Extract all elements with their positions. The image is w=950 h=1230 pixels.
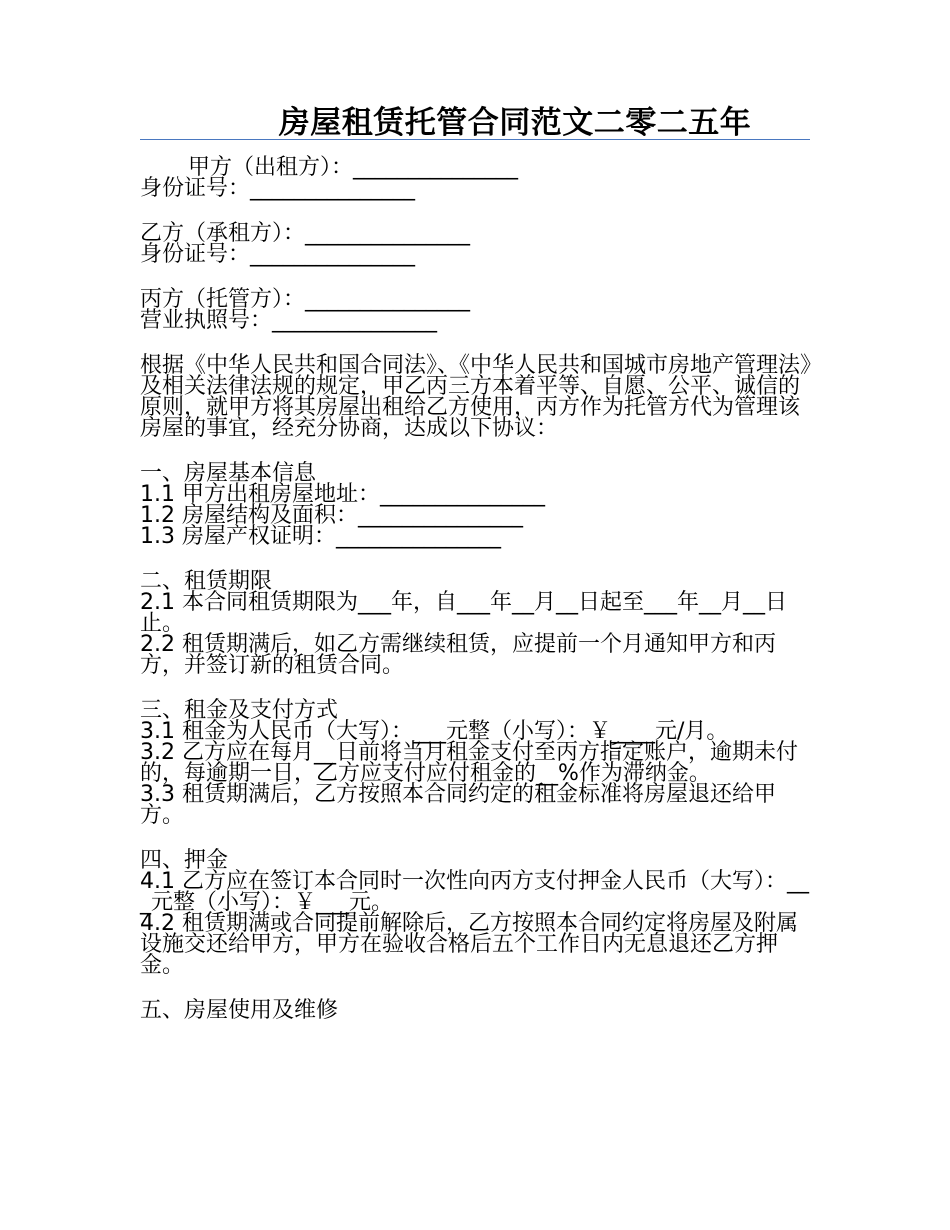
section-3-item-1: 3.1 租金为人民币（大写）：___元整（小写）：￥____元/月。 <box>140 719 729 744</box>
section-3-item-3: 3.3 租赁期满后，乙方按照本合同约定的租金标准将房屋退还给甲方。 <box>140 782 776 828</box>
section-4-item-2: 4.2 租赁期满或合同提前解除后，乙方按照本合同约定将房屋及附属设施交还给甲方，甲方在验收合格后五个工作日内无息退还乙方押金。 <box>140 911 798 978</box>
party-c-license-line: 营业执照号：_______________ <box>140 308 438 333</box>
section-2-item-2: 2.2 租赁期满后，如乙方需继续租赁，应提前一个月通知甲方和丙方，并签订新的租赁合同。 <box>140 632 776 678</box>
title-underline <box>140 139 810 140</box>
section-1-item-3: 1.3 房屋产权证明：_______________ <box>140 524 501 549</box>
section-1-item-1: 1.1 甲方出租房屋地址：_______________ <box>140 482 545 507</box>
party-a-id-line: 身份证号：_______________ <box>140 176 416 201</box>
preamble-paragraph: 根据《中华人民共和国合同法》、《中华人民共和国城市房地产管理法》及相关法律法规的规定，甲乙丙三方本着平等、自愿、公平、诚信的原则，就甲方将其房屋出租给乙方使用，丙方作为托管方代为管理该房屋的事宜，经充分协商，达成以下协议： <box>140 353 812 441</box>
section-3-heading: 三、租金及支付方式 <box>140 698 339 723</box>
section-3-item-2: 3.2 乙方应在每月__日前将当月租金支付至丙方指定账户，逾期未付的，每逾期一日，乙方应支付应付租金的__%作为滞纳金。 <box>140 740 798 786</box>
section-4-item-1: 4.1 乙方应在签订本合同时一次性向丙方支付押金人民币（大写）：___元整（小写）：￥___元。 <box>140 869 809 915</box>
document-body <box>140 157 812 1021</box>
section-1-heading: 一、房屋基本信息 <box>140 461 317 486</box>
section-2-heading: 二、租赁期限 <box>140 569 273 594</box>
document-title: 房屋租赁托管合同范文二零二五年 <box>278 105 752 141</box>
party-c-line: 丙方（托管方）：_______________ <box>140 287 471 312</box>
section-5-heading: 五、房屋使用及维修 <box>140 998 339 1023</box>
party-b-id-line: 身份证号：_______________ <box>140 242 416 267</box>
party-b-line: 乙方（承租方）：_______________ <box>140 221 471 246</box>
section-1-item-2: 1.2 房屋结构及面积：_______________ <box>140 503 523 528</box>
party-a-line: 甲方（出租方）：_______________ <box>188 155 519 180</box>
section-2-item-1: 2.1 本合同租赁期限为___年，自___年__月__日起至___年__月__日止。 <box>140 590 787 636</box>
section-4-heading: 四、押金 <box>140 848 229 873</box>
